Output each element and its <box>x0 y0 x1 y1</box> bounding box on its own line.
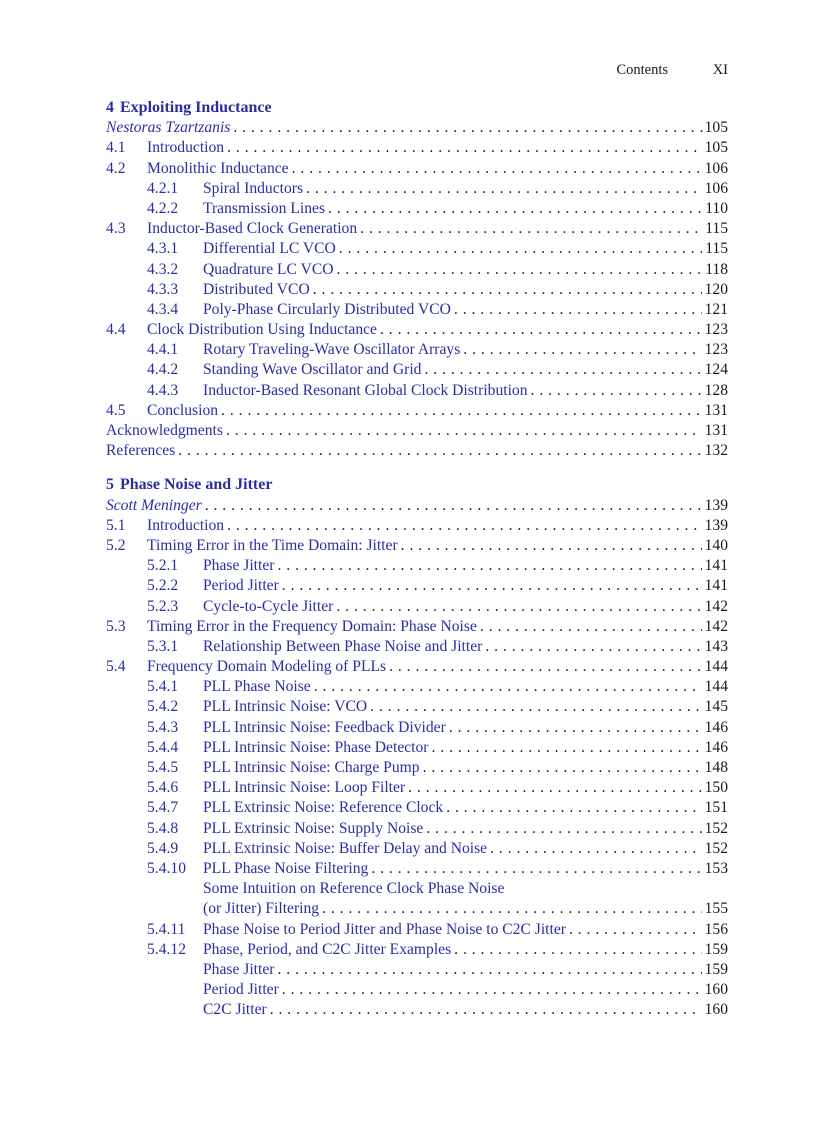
page-number: 141 <box>704 557 728 575</box>
page-number: 132 <box>704 442 728 460</box>
toc-entry[interactable] <box>106 778 728 798</box>
dot-leader <box>482 637 702 657</box>
chapter-title: Exploiting Inductance <box>120 99 272 116</box>
page-number: 159 <box>704 960 728 978</box>
section-title: (or Jitter) Filtering <box>203 900 320 918</box>
dot-leader <box>367 697 702 717</box>
dot-leader <box>202 496 705 516</box>
section-title: Phase, Period, and C2C Jitter Examples <box>203 940 452 958</box>
dot-leader <box>325 199 702 219</box>
toc-entry[interactable] <box>106 899 728 919</box>
dot-leader <box>289 159 702 179</box>
toc-entry[interactable] <box>106 758 728 778</box>
dot-leader <box>423 819 702 839</box>
section-title: Conclusion <box>147 401 219 419</box>
chapter-spacer <box>106 461 728 475</box>
page-number: 141 <box>704 577 728 595</box>
dot-leader <box>357 219 702 239</box>
toc-entry[interactable] <box>106 738 728 758</box>
section-number: 4.1 <box>106 139 126 157</box>
toc-entry[interactable] <box>106 597 728 617</box>
toc-entry[interactable] <box>106 617 728 637</box>
toc-entry[interactable] <box>106 381 728 401</box>
section-number: 4.4.3 <box>147 381 179 399</box>
section-number: 5.4 <box>106 658 126 676</box>
table-of-contents <box>106 98 728 1020</box>
dot-leader <box>421 360 702 380</box>
toc-entry[interactable] <box>106 697 728 717</box>
section-title: Clock Distribution Using Inductance <box>147 321 377 339</box>
dot-leader <box>566 920 702 940</box>
toc-entry[interactable] <box>106 199 728 219</box>
section-number: 5.4.6 <box>147 779 179 797</box>
toc-author-entry[interactable] <box>106 118 728 138</box>
section-title: PLL Intrinsic Noise: VCO <box>203 698 368 716</box>
toc-entry[interactable] <box>106 179 728 199</box>
section-title: Relationship Between Phase Noise and Jitter <box>203 637 483 655</box>
toc-author-entry[interactable] <box>106 496 728 516</box>
page-number: 143 <box>704 637 728 655</box>
section-title: Quadrature LC VCO <box>203 260 334 278</box>
section-number: 5.3 <box>106 617 126 635</box>
section-number: 4.5 <box>106 401 126 419</box>
page-number: 146 <box>704 718 728 736</box>
section-number: 4.2 <box>106 159 126 177</box>
section-title: Timing Error in the Frequency Domain: Phase Noise <box>147 617 477 635</box>
section-title: PLL Extrinsic Noise: Supply Noise <box>203 819 424 837</box>
section-number: 5.2.2 <box>147 577 179 595</box>
page-number: 159 <box>704 940 728 958</box>
page-number: 152 <box>704 819 728 837</box>
page-number: 146 <box>704 738 728 756</box>
header-title: Contents <box>616 62 668 78</box>
page-number: 115 <box>705 220 728 238</box>
page-number: 151 <box>704 799 728 817</box>
dot-leader <box>446 718 702 738</box>
toc-entry[interactable] <box>106 960 728 980</box>
toc-entry[interactable] <box>106 320 728 340</box>
toc-entry[interactable] <box>106 718 728 738</box>
toc-entry[interactable] <box>106 657 728 677</box>
author-name: Nestoras Tzartzanis <box>106 119 231 137</box>
section-number: 4.4.1 <box>147 341 179 359</box>
section-title: Frequency Domain Modeling of PLLs <box>147 658 387 676</box>
dot-leader <box>451 300 702 320</box>
section-number: 5.4.2 <box>147 698 179 716</box>
dot-leader <box>311 677 702 697</box>
toc-entry[interactable] <box>106 576 728 596</box>
page-number: 156 <box>704 920 728 938</box>
chapter-number: 4 <box>106 99 114 116</box>
page-number: 139 <box>704 516 728 534</box>
toc-entry[interactable] <box>106 280 728 300</box>
toc-entry[interactable] <box>106 556 728 576</box>
section-number: 5.4.3 <box>147 718 179 736</box>
dot-leader <box>333 597 702 617</box>
dot-leader <box>443 798 702 818</box>
page-number: 150 <box>704 779 728 797</box>
section-title: PLL Intrinsic Noise: Feedback Divider <box>203 718 446 736</box>
section-title: PLL Extrinsic Noise: Reference Clock <box>203 799 444 817</box>
section-number: 4.3.2 <box>147 260 179 278</box>
page-number: 118 <box>705 260 728 278</box>
page-number: 153 <box>704 859 728 877</box>
dot-leader <box>451 940 702 960</box>
dot-leader <box>267 1000 702 1020</box>
toc-entry[interactable] <box>106 839 728 859</box>
section-title: Cycle-to-Cycle Jitter <box>203 597 334 615</box>
section-number: 5.4.7 <box>147 799 179 817</box>
dot-leader <box>336 239 702 259</box>
section-title: C2C Jitter <box>203 1001 267 1019</box>
toc-entry[interactable] <box>106 260 728 280</box>
toc-entry[interactable] <box>106 819 728 839</box>
chapter-heading[interactable] <box>106 475 728 495</box>
dot-leader <box>274 556 702 576</box>
section-title: Inductor-Based Resonant Global Clock Distribution <box>203 381 528 399</box>
page-number: 123 <box>704 341 728 359</box>
section-title: Poly-Phase Circularly Distributed VCO <box>203 300 451 318</box>
section-number: 4.4.2 <box>147 361 179 379</box>
page-number: 115 <box>705 240 728 258</box>
section-number: 5.4.8 <box>147 819 179 837</box>
section-title: PLL Intrinsic Noise: Phase Detector <box>203 738 429 756</box>
dot-leader <box>230 118 704 138</box>
dot-leader <box>274 960 702 980</box>
page-number: 145 <box>704 698 728 716</box>
running-header <box>0 62 816 82</box>
header-page-number: XI <box>712 62 728 78</box>
author-name: Scott Meninger <box>106 496 202 514</box>
section-title: PLL Phase Noise Filtering <box>203 859 369 877</box>
section-number: 4.3.4 <box>147 300 179 318</box>
page-number: 105 <box>704 119 728 137</box>
section-number: 5.2.1 <box>147 557 179 575</box>
section-number: 5.1 <box>106 516 126 534</box>
page-number: 120 <box>704 280 728 298</box>
toc-entry[interactable] <box>106 219 728 239</box>
page-number: 105 <box>704 139 728 157</box>
page-number: 139 <box>704 496 728 514</box>
toc-entry[interactable] <box>106 980 728 1000</box>
dot-leader <box>460 340 702 360</box>
toc-entry[interactable] <box>106 637 728 657</box>
page-number: 106 <box>704 159 728 177</box>
toc-entry[interactable] <box>106 441 728 461</box>
dot-leader <box>303 179 702 199</box>
dot-leader <box>386 657 702 677</box>
toc-entry[interactable] <box>106 920 728 940</box>
dot-leader <box>377 320 702 340</box>
toc-entry[interactable] <box>106 536 728 556</box>
toc-entry[interactable] <box>106 239 728 259</box>
dot-leader <box>224 516 702 536</box>
page-number: 160 <box>704 981 728 999</box>
dot-leader <box>420 758 702 778</box>
page-number: 142 <box>704 617 728 635</box>
section-title: Introduction <box>147 516 225 534</box>
section-number: 4.3.3 <box>147 280 179 298</box>
section-number: 5.2.3 <box>147 597 179 615</box>
dot-leader <box>398 536 702 556</box>
section-title: Period Jitter <box>203 981 279 999</box>
section-title: Phase Noise to Period Jitter and Phase Noise to C2C Jitter <box>203 920 566 938</box>
page-number: 148 <box>704 759 728 776</box>
section-number: 5.4.1 <box>147 678 179 696</box>
dot-leader <box>310 280 702 300</box>
toc-entry[interactable] <box>106 159 728 179</box>
section-title: PLL Phase Noise <box>203 678 311 696</box>
section-title: Rotary Traveling-Wave Oscillator Arrays <box>203 341 461 359</box>
chapter-heading[interactable] <box>106 98 728 118</box>
page-number: 110 <box>705 199 728 217</box>
page-number: 140 <box>704 536 728 554</box>
page-number: 121 <box>704 300 728 318</box>
section-title: PLL Extrinsic Noise: Buffer Delay and Noise <box>203 839 488 857</box>
section-number: 5.4.11 <box>147 920 186 938</box>
section-title: Acknowledgments <box>106 422 223 439</box>
page-number: 142 <box>704 597 728 615</box>
toc-entry[interactable] <box>106 401 728 421</box>
toc-entry[interactable] <box>106 138 728 158</box>
section-number: 4.2.2 <box>147 199 179 217</box>
section-number: 5.4.9 <box>147 839 179 857</box>
toc-entry[interactable] <box>106 1000 728 1020</box>
toc-entry[interactable] <box>106 516 728 536</box>
section-title: Transmission Lines <box>203 199 326 217</box>
toc-entry[interactable] <box>106 859 728 879</box>
section-title: Inductor-Based Clock Generation <box>147 220 358 238</box>
page-number: 144 <box>704 658 728 676</box>
dot-leader <box>224 138 702 158</box>
toc-entry[interactable] <box>106 360 728 380</box>
section-title: Phase Jitter <box>203 557 275 575</box>
page-number: 131 <box>704 401 728 419</box>
section-number: 5.4.5 <box>147 759 179 776</box>
section-title: PLL Intrinsic Noise: Charge Pump <box>203 759 420 776</box>
dot-leader <box>528 381 702 401</box>
dot-leader <box>428 738 702 758</box>
page-number: 155 <box>704 900 728 918</box>
section-title: Timing Error in the Time Domain: Jitter <box>147 536 398 554</box>
toc-entry[interactable] <box>106 677 728 697</box>
dot-leader <box>477 617 702 637</box>
section-number: 5.4.10 <box>147 859 186 877</box>
section-title: Period Jitter <box>203 577 279 595</box>
dot-leader <box>405 778 702 798</box>
page-number: 106 <box>704 179 728 197</box>
dot-leader <box>175 441 702 461</box>
dot-leader <box>279 980 702 1000</box>
section-title: Introduction <box>147 139 225 157</box>
page-number: 123 <box>704 321 728 339</box>
toc-entry[interactable] <box>106 798 728 818</box>
page-number: 124 <box>704 361 728 379</box>
section-title: Spiral Inductors <box>203 179 304 197</box>
section-title: Differential LC VCO <box>203 240 336 258</box>
chapter-title: Phase Noise and Jitter <box>120 476 273 494</box>
dot-leader <box>487 839 702 859</box>
section-title: PLL Intrinsic Noise: Loop Filter <box>203 779 406 797</box>
section-number: 4.4 <box>106 321 126 339</box>
section-title: Phase Jitter <box>203 960 275 978</box>
section-title: Distributed VCO <box>203 280 310 298</box>
toc-entry[interactable] <box>106 300 728 320</box>
section-number: 4.2.1 <box>147 179 179 197</box>
dot-leader <box>334 260 703 280</box>
dot-leader <box>223 421 702 441</box>
toc-entry[interactable] <box>106 940 728 960</box>
section-number: 4.3.1 <box>147 240 179 258</box>
section-title: References <box>106 442 176 460</box>
chapter-number: 5 <box>106 476 114 494</box>
page-number: 131 <box>704 422 728 439</box>
toc-entry[interactable] <box>106 340 728 360</box>
dot-leader <box>368 859 702 879</box>
section-number: 5.4.12 <box>147 940 186 958</box>
section-number: 5.4.4 <box>147 738 179 756</box>
toc-entry-line[interactable]: Some Intuition on Reference Clock Phase Noise <box>203 880 505 898</box>
page-number: 152 <box>704 839 728 857</box>
section-title: Standing Wave Oscillator and Grid <box>203 361 422 379</box>
dot-leader <box>218 401 702 421</box>
section-number: 5.3.1 <box>147 637 179 655</box>
page-number: 144 <box>704 678 728 696</box>
page-number: 128 <box>704 381 728 399</box>
toc-entry[interactable] <box>106 421 728 441</box>
section-title: Monolithic Inductance <box>147 159 289 177</box>
dot-leader <box>279 576 702 596</box>
section-number: 5.2 <box>106 536 126 554</box>
page-number: 160 <box>704 1001 728 1019</box>
section-number: 4.3 <box>106 220 126 238</box>
dot-leader <box>319 899 702 919</box>
